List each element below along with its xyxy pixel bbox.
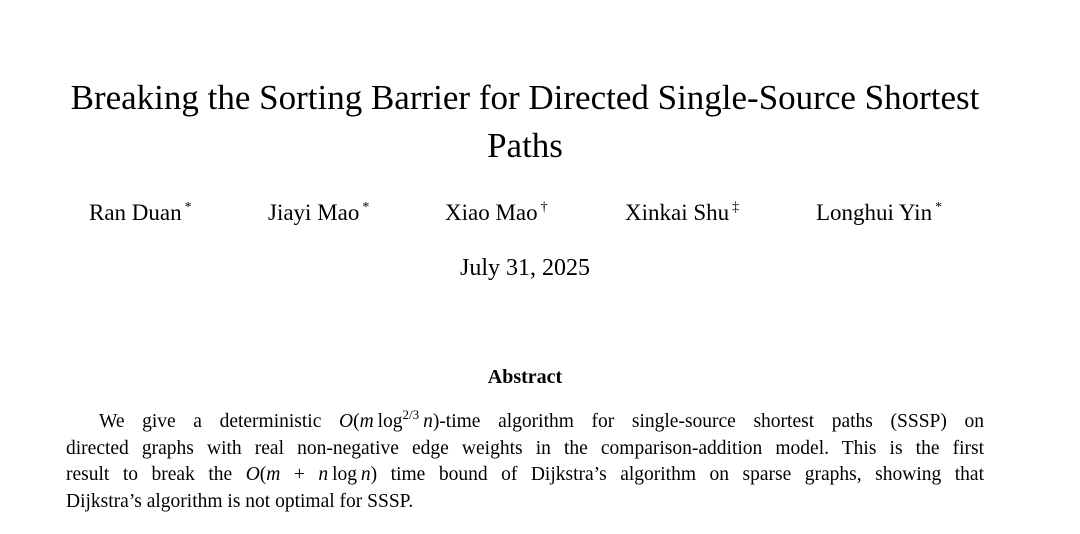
- abstract-text: [66, 402, 984, 515]
- author-xinkai-shu: [625, 200, 739, 226]
- author-ran-duan: [89, 200, 192, 226]
- publication-date: July 31, 2025: [459, 255, 590, 281]
- author-name: Xiao Mao: [445, 200, 538, 225]
- abstract-heading: Abstract: [487, 366, 563, 388]
- author-affiliation-mark: †: [540, 200, 548, 215]
- author-longhui-yin: [816, 200, 942, 226]
- abstract-line-2: directed graphs with real non-negative edge weights in the comparison-addition model. This is the first: [66, 437, 984, 459]
- author-affiliation-mark: ‡: [732, 200, 740, 215]
- author-list: [0, 200, 1080, 234]
- author-name: Longhui Yin: [816, 200, 933, 225]
- paper-title: [20, 74, 1030, 170]
- abstract-line-3: result to break the O(m + n log n) time bound of Dijkstra’s algorithm on sparse graphs, showing that: [66, 464, 985, 485]
- abstract-line-4: Dijkstra’s algorithm is not optimal for SSSP.: [66, 490, 414, 512]
- author-affiliation-mark: *: [935, 200, 943, 215]
- author-name: Ran Duan: [89, 200, 182, 225]
- author-name: Jiayi Mao: [268, 200, 360, 225]
- author-affiliation-mark: *: [184, 200, 192, 215]
- author-affiliation-mark: *: [362, 200, 370, 215]
- paper-title-line-1: Breaking the Sorting Barrier for Directed Single-Source Shortest: [70, 78, 980, 117]
- author-xiao-mao: [445, 200, 548, 226]
- abstract-line-1: We give a deterministic O(m $\log^{2/3}$ n)-time algorithm for single-source shortest paths (SSSP) on: [99, 407, 985, 432]
- author-name: Xinkai Shu: [625, 200, 730, 225]
- complexity-formula: O(m $\log^{2/3} n$): [339, 407, 440, 432]
- dijkstra-bound-formula: O(m + n log n): [245, 464, 378, 485]
- paper-title-line-2: Paths: [487, 126, 563, 165]
- author-jiayi-mao: [268, 200, 369, 226]
